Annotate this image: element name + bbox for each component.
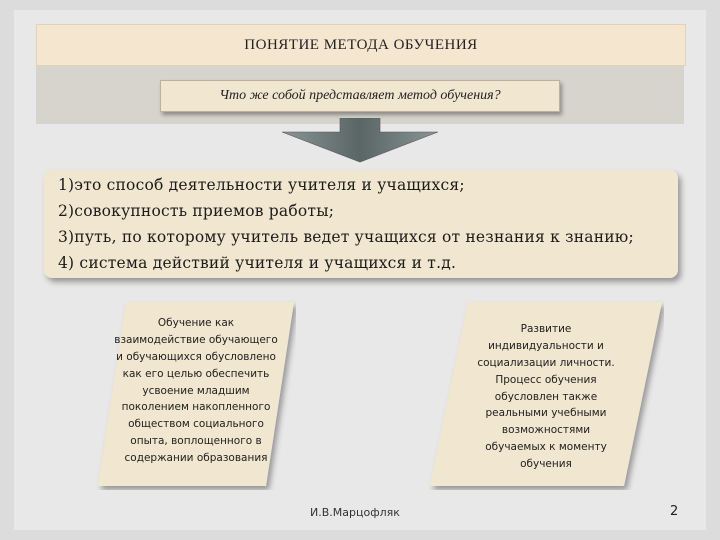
left-box-text: Обучение как взаимодействие обучающего и обучающихся обусловлено как его целью обеспечить усвоение младшим поколением накопленного обществом социального опыта, воплощенного в содержании образования [114, 317, 278, 464]
definition-item-3: 3)путь, по которому учитель ведет учащихся от незнания к знанию; [58, 228, 634, 246]
left-parallelogram [96, 300, 296, 490]
definition-item-1: 1)это способ деятельности учителя и учащихся; [58, 176, 465, 194]
title-bar [36, 24, 686, 66]
definitions-box [44, 170, 678, 278]
right-box-text: Развитие индивидуальности и социализации личности. Процесс обучения обусловлен также реальными учебными возможностями обучаемых к моменту обучения [477, 323, 615, 470]
question-box [160, 80, 560, 112]
down-arrow-icon [270, 118, 450, 164]
slide-title: ПОНЯТИЕ МЕТОДА ОБУЧЕНИЯ [244, 36, 478, 53]
definition-item-4: 4) система действий учителя и учащихся и т.д. [58, 254, 457, 272]
page-number: 2 [670, 504, 679, 519]
definition-item-2: 2)совокупность приемов работы; [58, 202, 335, 220]
right-parallelogram [428, 300, 664, 490]
question-text: Что же собой представляет метод обучения? [219, 88, 501, 103]
author-name: И.В.Марцофляк [310, 506, 400, 519]
